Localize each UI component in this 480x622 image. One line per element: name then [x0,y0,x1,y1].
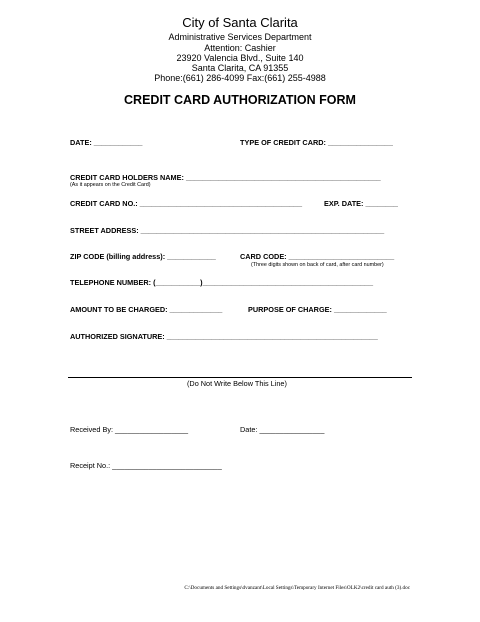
telephone-field[interactable]: TELEPHONE NUMBER: (___________)__________________________________________ [70,278,374,287]
office-use-divider [68,377,412,378]
receipt-number-field[interactable]: Receipt No.: ___________________________ [70,461,222,470]
city-name: City of Santa Clarita [182,15,298,30]
street-address-line: 23920 Valencia Blvd., Suite 140 [176,53,304,63]
received-by-field[interactable]: Received By: __________________ [70,425,189,434]
purpose-field[interactable]: PURPOSE OF CHARGE: _____________ [248,305,387,314]
zip-code-field[interactable]: ZIP CODE (billing address): ____________ [70,252,216,261]
date-field[interactable]: DATE: ____________ [70,138,143,147]
card-holder-name-note: (As it appears on the Credit Card) [70,182,151,188]
office-date-field[interactable]: Date: ________________ [240,425,325,434]
file-path-footer: C:\Documents and Settings\dvanzant\Local Settings\Temporary Internet Files\OLK2\credit card auth (3).doc [184,585,410,591]
expiration-date-field[interactable]: EXP. DATE: ________ [324,199,398,208]
office-use-note: (Do Not Write Below This Line) [187,379,287,388]
attention-line: Attention: Cashier [204,43,276,53]
card-code-note: (Three digits shown on back of card, after card number) [251,262,384,268]
amount-field[interactable]: AMOUNT TO BE CHARGED: _____________ [70,305,223,314]
card-number-field[interactable]: CREDIT CARD NO.: ________________________________________ [70,199,303,208]
phone-fax-line: Phone:(661) 286-4099 Fax:(661) 255-4988 [154,73,326,83]
signature-field[interactable]: AUTHORIZED SIGNATURE: ____________________________________________________ [70,332,378,341]
street-address-field[interactable]: STREET ADDRESS: ____________________________________________________________ [70,226,385,235]
card-holder-name-field[interactable]: CREDIT CARD HOLDERS NAME: ________________________________________________ [70,173,381,182]
card-type-field[interactable]: TYPE OF CREDIT CARD: ________________ [240,138,393,147]
department-name: Administrative Services Department [168,32,312,42]
city-state-zip-line: Santa Clarita, CA 91355 [191,63,289,73]
form-title: CREDIT CARD AUTHORIZATION FORM [124,93,356,107]
card-code-field[interactable]: CARD CODE: __________________________ [240,252,395,261]
